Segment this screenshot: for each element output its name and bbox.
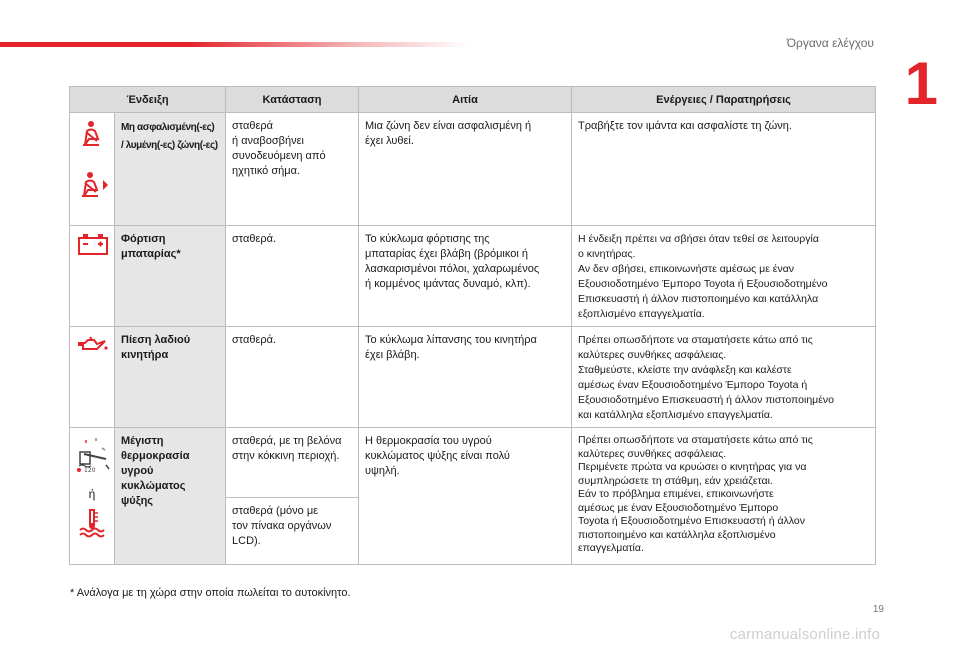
indicator-name: Πίεση λαδιού κινητήρα: [115, 327, 226, 428]
footnote: * Ανάλογα με τη χώρα στην οποία πωλείται το αυτοκίνητο.: [70, 587, 351, 599]
action-text: Τραβήξτε τον ιμάντα και ασφαλίστε τη ζώνη.: [572, 113, 876, 226]
indicator-icon-cell: [70, 327, 115, 428]
battery-icon: [76, 232, 110, 261]
table-header-row: [70, 87, 876, 113]
column-header-actions: Ενέργειες / Παρατηρήσεις: [572, 87, 876, 113]
indicator-name: Μη ασφαλισμένη(-ες) / λυμένη(-ες) ζώνη(-ες): [115, 113, 226, 226]
status-text: σταθερά.: [226, 327, 359, 428]
status-text: σταθερά.: [226, 226, 359, 327]
status-text: σταθερά ή αναβοσβήνει συνοδευόμενη από ηχητικό σήμα.: [226, 113, 359, 226]
svg-text:120: 120: [84, 467, 96, 474]
table-row: [70, 113, 876, 226]
watermark: carmanualsonline.info: [729, 626, 880, 643]
seatbelt-warning-icon: [76, 170, 110, 205]
seatbelt-warning-icon: [77, 119, 107, 154]
status-text: σταθερά, με τη βελόνα στην κόκκινη περιοχή.: [226, 428, 359, 498]
action-text: Η ένδειξη πρέπει να σβήσει όταν τεθεί σε λειτουργία ο κινητήρας. Αν δεν σβήσει, επικοινωνήστε αμέσως με έναν Εξουσιοδοτημένο Έμπορο Toyota ή Εξουσιοδοτημένο Επισκευαστή ή άλλον πιστοποιημένο και κατάλληλα εξοπλισμένο επαγγελματία.: [572, 226, 876, 327]
indicator-icon-cell: [70, 428, 115, 565]
indicator-icon-cell: [70, 226, 115, 327]
coolant-temperature-icon: [77, 508, 107, 543]
indicator-icon-cell: [70, 113, 115, 226]
column-header-status: Κατάσταση: [226, 87, 359, 113]
cause-text: Το κύκλωμα φόρτισης της μπαταρίας έχει βλάβη (βρόμικοι ή λασκαρισμένοι πόλοι, χαλαρωμένος ή κομμένος ιμάντας δυναμό, κλπ).: [359, 226, 572, 327]
indicator-name: Φόρτιση μπαταρίας*: [115, 226, 226, 327]
page-title: Όργανα ελέγχου: [786, 36, 874, 50]
coolant-gauge-icon: [76, 434, 114, 479]
action-text: Πρέπει οπωσδήποτε να σταματήσετε κάτω από τις καλύτερες συνθήκες ασφάλειας. Περιμένετε πρώτα να κρυώσει ο κινητήρας για να συμπληρώσετε τη στάθμη, εάν χρειάζεται. Εάν το πρόβλημα επιμένει, επικοινωνήστε αμέσως με έναν Εξουσιοδοτημένο Έμπορο Toyota ή Εξουσιοδοτημένο Επισκευαστή ή άλλον πιστοποιημένο και κατάλληλα εξοπλισμένο επαγγελματία.: [572, 428, 876, 565]
table-row: [70, 226, 876, 327]
status-text: σταθερά (μόνο με τον πίνακα οργάνων LCD).: [226, 498, 359, 565]
or-label: ή: [88, 487, 96, 501]
action-text: Πρέπει οπωσδήποτε να σταματήσετε κάτω από τις καλύτερες συνθήκες ασφάλειας. Σταθμεύστε, κλείστε την ανάφλεξη και καλέστε αμέσως έναν Εξουσιοδοτημένο Έμπορο Toyota ή Εξουσιοδοτημένο Επισκευαστή ή άλλον πιστοποιημένο και κατάλληλα εξοπλισμένο επαγγελματία.: [572, 327, 876, 428]
page-number: 19: [872, 604, 884, 615]
chapter-number: 1: [904, 50, 938, 117]
column-header-indicator: Ένδειξη: [70, 87, 226, 113]
column-header-cause: Αιτία: [359, 87, 572, 113]
table-row: [70, 327, 876, 428]
table-row: [70, 428, 876, 498]
cause-text: Η θερμοκρασία του υγρού κυκλώματος ψύξης είναι πολύ υψηλή.: [359, 428, 572, 565]
warning-lights-table: [69, 86, 876, 565]
indicator-name: Μέγιστη θερμοκρασία υγρού κυκλώματος ψύξης: [115, 428, 226, 565]
top-accent-bar: [0, 42, 470, 47]
cause-text: Το κύκλωμα λίπανσης του κινητήρα έχει βλάβη.: [359, 327, 572, 428]
oil-pressure-icon: [76, 333, 110, 362]
cause-text: Μια ζώνη δεν είναι ασφαλισμένη ή έχει λυθεί.: [359, 113, 572, 226]
